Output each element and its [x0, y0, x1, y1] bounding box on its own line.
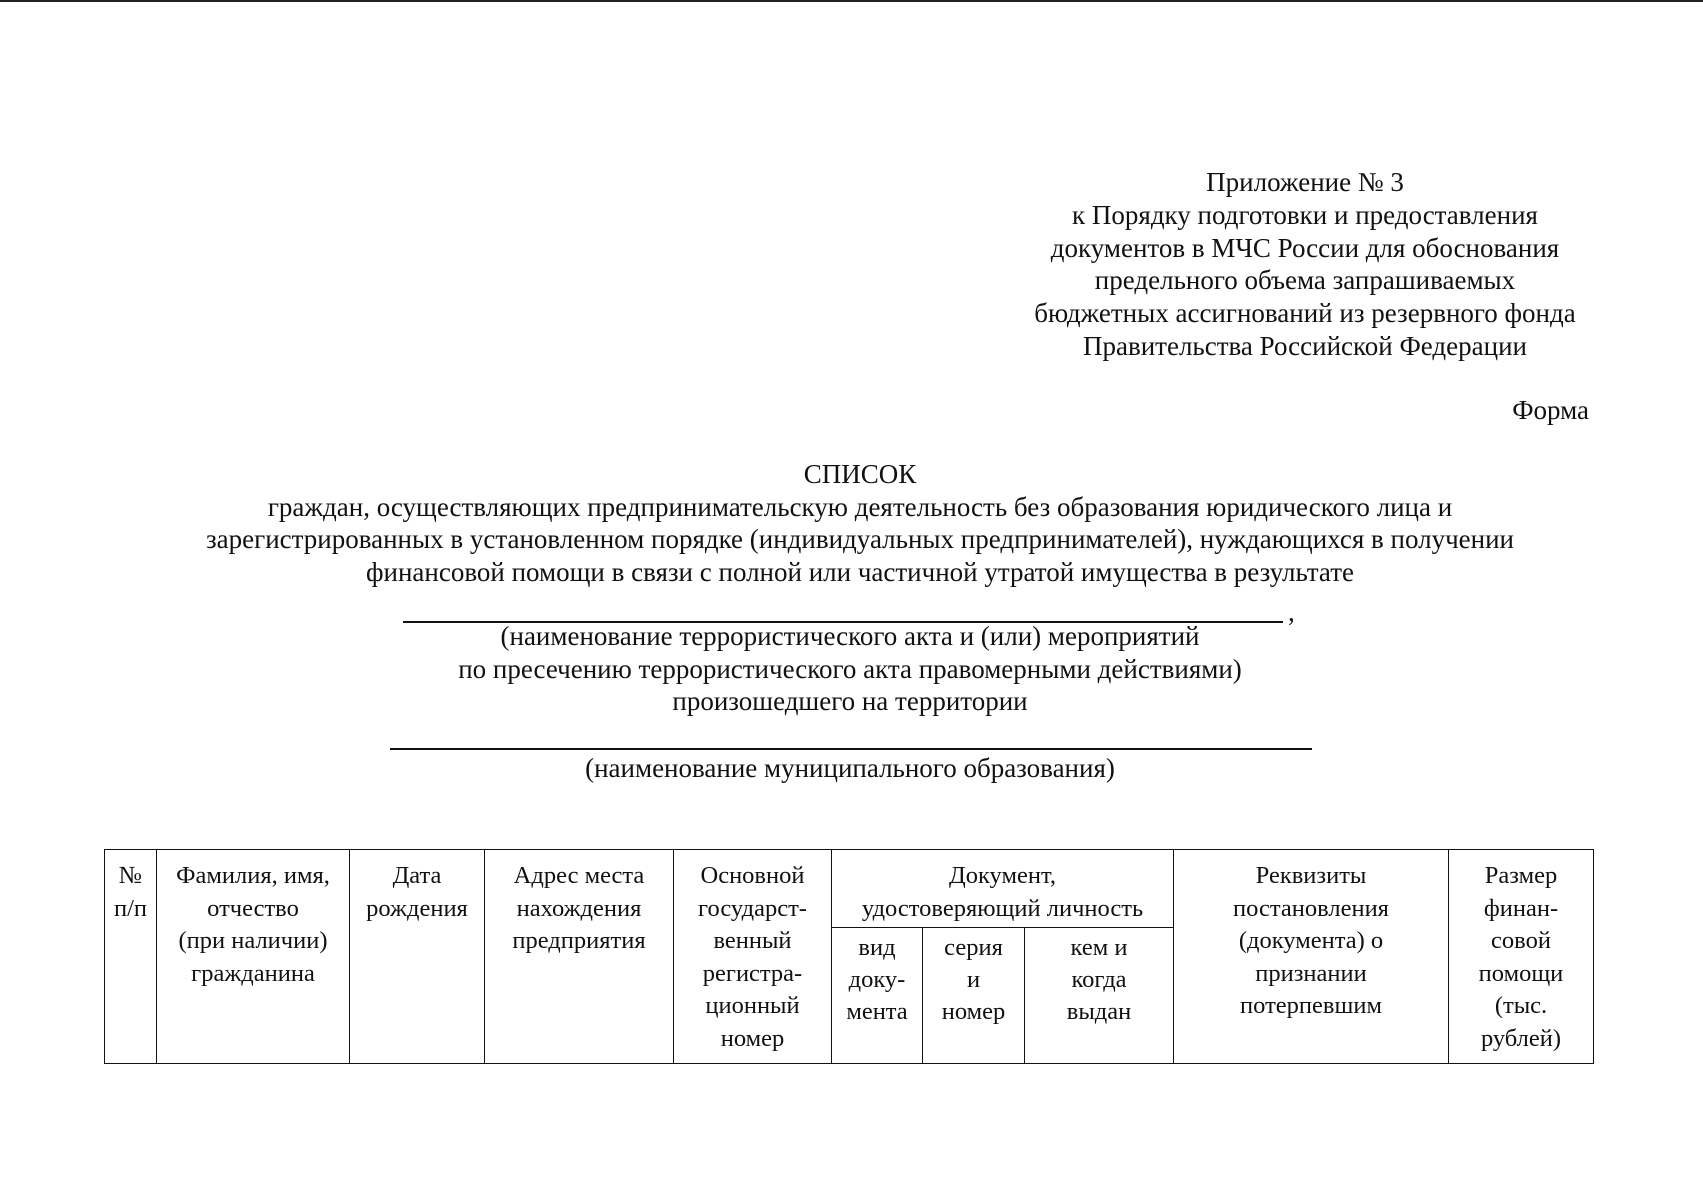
- header-requisites: Реквизиты постановления (документа) о признании потерпевшим: [1174, 850, 1449, 1064]
- citizens-table: [104, 849, 1594, 1064]
- form-label: Форма: [1512, 395, 1589, 425]
- header-id-document: Документ, удостоверяющий личность: [832, 850, 1174, 928]
- header-number: № п/п: [105, 850, 157, 1064]
- title-heading: СПИСОК: [803, 459, 917, 489]
- header-series-number: серия и номер: [923, 928, 1025, 1064]
- title-block: [130, 458, 1590, 588]
- header-birth-date: Дата рождения: [350, 850, 485, 1064]
- header-amount: Размер финан- совой помощи (тыс. рублей): [1449, 850, 1594, 1064]
- title-body: граждан, осуществляющих предпринимательскую деятельность без образования юридического лица и зарегистрированных в установленном порядке (индивидуальных предпринимателей), нуждающихся в получении финансовой помощи в связи с полной или частичной утратой имущества в результате: [206, 491, 1514, 587]
- page-top-edge: [0, 0, 1703, 2]
- blank-line-municipality: [390, 748, 1312, 750]
- blank-caption-terrorist-act: [330, 620, 1370, 718]
- header-doc-type: вид доку- мента: [832, 928, 923, 1064]
- table-header-row: [105, 850, 1594, 928]
- blank-line-comma: ,: [1288, 597, 1295, 627]
- header-address: Адрес места нахождения предприятия: [485, 850, 674, 1064]
- blank-caption-terrorist-act-text: (наименование террористического акта и (или) мероприятий по пресечению террористического акта правомерными действиями) произошедшего на территории: [458, 621, 1242, 716]
- appendix-block: [985, 166, 1625, 363]
- header-issued-by: кем и когда выдан: [1025, 928, 1174, 1064]
- header-ogrn: Основной государст- венный регистра- ционный номер: [674, 850, 832, 1064]
- header-full-name: Фамилия, имя, отчество (при наличии) гражданина: [157, 850, 350, 1064]
- blank-caption-municipality: (наименование муниципального образования): [585, 753, 1115, 783]
- appendix-text: Приложение № 3 к Порядку подготовки и предоставления документов в МЧС России для обоснования предельного объема запрашиваемых бюджетных ассигнований из резервного фонда Правительства Российской Федерации: [1034, 167, 1576, 361]
